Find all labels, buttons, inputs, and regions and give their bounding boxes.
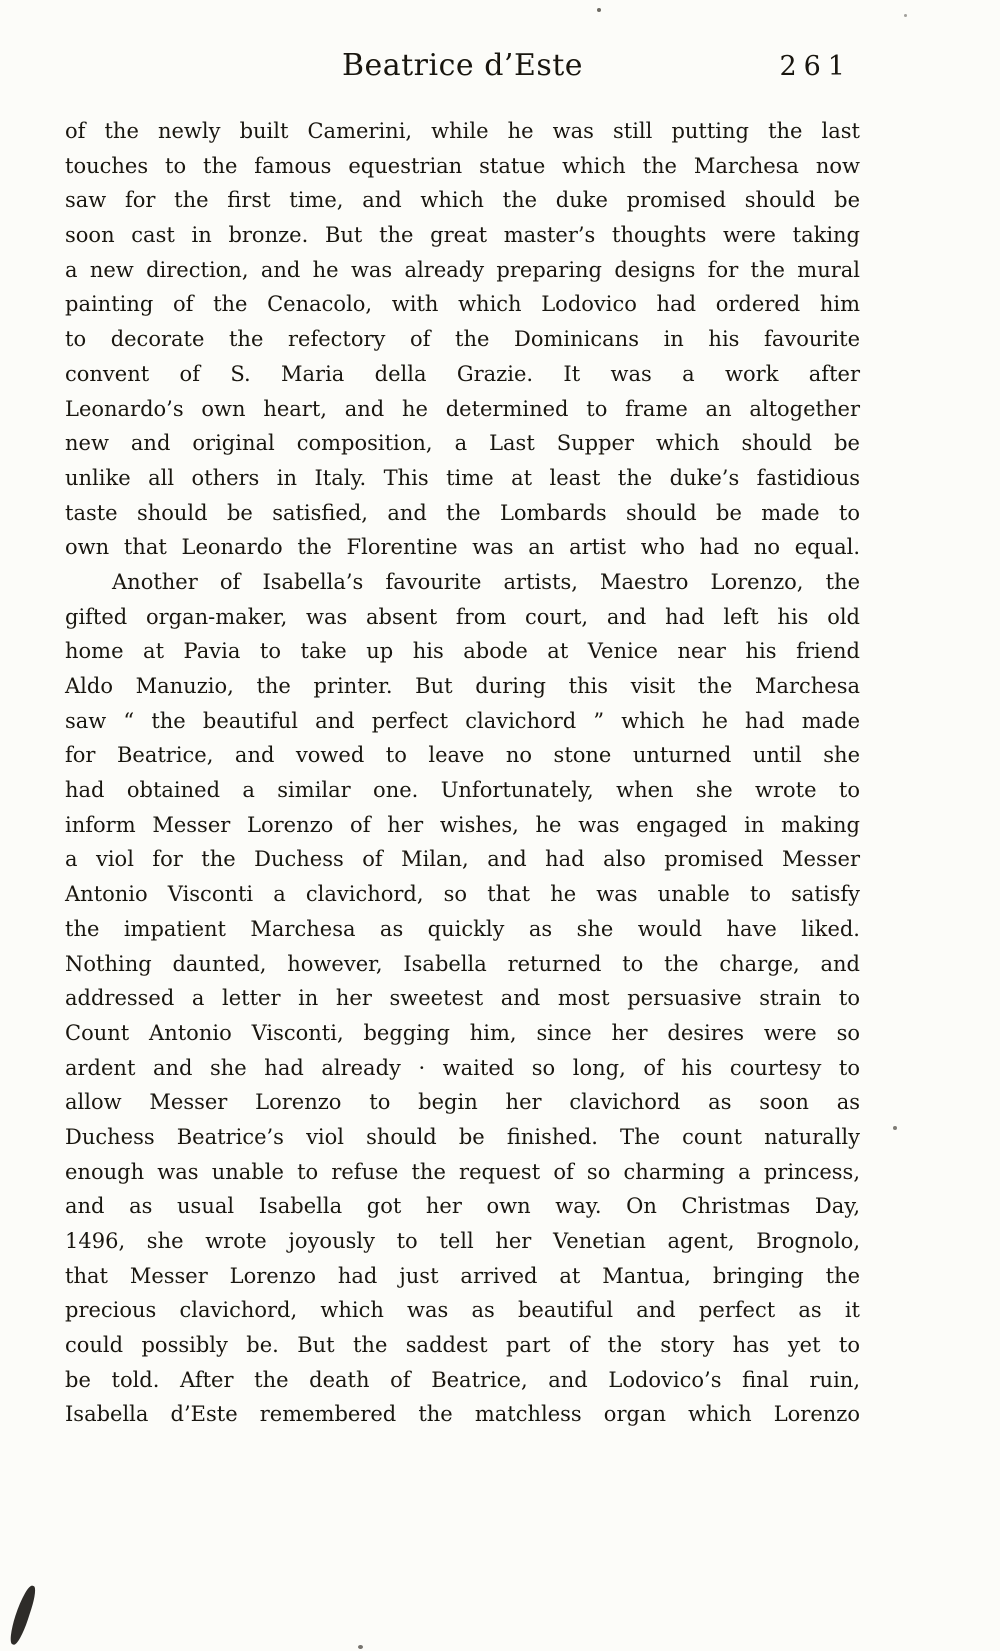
text-line: of the newly built Camerini, while he was still putting the last: [65, 119, 860, 143]
text-line: enough was unable to refuse the request of so charming a princess,: [65, 1159, 860, 1184]
text-line: taste should be satisfied, and the Lombards should be made to: [65, 500, 860, 525]
text-line: that Messer Lorenzo had just arrived at Mantua, bringing the: [65, 1263, 860, 1288]
text-line: Antonio Visconti a clavichord, so that he was unable to satisfy: [65, 882, 860, 907]
text-line: own that Leonardo the Florentine was an artist who had no equal.: [65, 535, 860, 560]
page-body: [65, 114, 860, 1432]
page-number: 261: [779, 51, 852, 82]
text-line: and as usual Isabella got her own way. On Christmas Day,: [65, 1194, 860, 1219]
text-line: Aldo Manuzio, the printer. But during this visit the Marchesa: [65, 674, 860, 698]
text-line: Duchess Beatrice’s viol should be finished. The count naturally: [65, 1124, 860, 1149]
text-line: new and original composition, a Last Supper which should be: [65, 431, 860, 456]
text-line: a new direction, and he was already preparing designs for the mural: [65, 257, 860, 282]
text-line: for Beatrice, and vowed to leave no stone unturned until she: [65, 743, 860, 768]
text-line: be told. After the death of Beatrice, and Lodovico’s final ruin,: [65, 1367, 860, 1392]
text-line: soon cast in bronze. But the great master’s thoughts were taking: [65, 223, 860, 248]
text-line: Another of Isabella’s favourite artists, Maestro Lorenzo, the: [112, 569, 860, 594]
text-line: convent of S. Maria della Grazie. It was a work after: [65, 361, 860, 386]
text-line: unlike all others in Italy. This time at least the duke’s fastidious: [65, 465, 860, 490]
scan-speck: [904, 14, 907, 17]
text-line: Nothing daunted, however, Isabella returned to the charge, and: [65, 951, 860, 976]
text-line: addressed a letter in her sweetest and most persuasive strain to: [65, 986, 860, 1011]
text-line: 1496, she wrote joyously to tell her Venetian agent, Brognolo,: [65, 1229, 860, 1253]
page-header: [65, 48, 860, 94]
scan-speck: [597, 8, 601, 12]
text-line: saw “ the beautiful and perfect clavichord ” which he had made: [65, 708, 860, 733]
page-title: Beatrice d’Este: [341, 48, 584, 83]
scan-smudge: [7, 1584, 39, 1647]
text-line: touches to the famous equestrian statue which the Marchesa now: [65, 153, 860, 178]
text-line: Leonardo’s own heart, and he determined to frame an altogether: [65, 396, 860, 421]
text-line: saw for the first time, and which the duke promised should be: [65, 188, 860, 213]
text-line: to decorate the refectory of the Dominicans in his favourite: [65, 327, 860, 352]
text-line: home at Pavia to take up his abode at Venice near his friend: [65, 639, 860, 664]
text-line: inform Messer Lorenzo of her wishes, he was engaged in making: [65, 812, 860, 837]
text-line: precious clavichord, which was as beautiful and perfect as it: [65, 1298, 860, 1323]
text-line: painting of the Cenacolo, with which Lodovico had ordered him: [65, 292, 860, 317]
text-line: the impatient Marchesa as quickly as she would have liked.: [65, 916, 860, 941]
text-line: Count Antonio Visconti, begging him, since her desires were so: [65, 1020, 860, 1045]
scan-speck: [893, 1126, 897, 1130]
text-line: ardent and she had already · waited so long, of his courtesy to: [65, 1055, 860, 1080]
text-line: could possibly be. But the saddest part of the story has yet to: [65, 1333, 860, 1358]
scan-speck: [358, 1645, 363, 1649]
text-line: Isabella d’Este remembered the matchless organ which Lorenzo: [65, 1402, 860, 1427]
text-line: gifted organ-maker, was absent from court, and had left his old: [65, 604, 860, 629]
text-line: allow Messer Lorenzo to begin her clavichord as soon as: [65, 1090, 860, 1115]
text-line: had obtained a similar one. Unfortunately, when she wrote to: [65, 778, 860, 803]
text-line: a viol for the Duchess of Milan, and had also promised Messer: [65, 847, 860, 872]
